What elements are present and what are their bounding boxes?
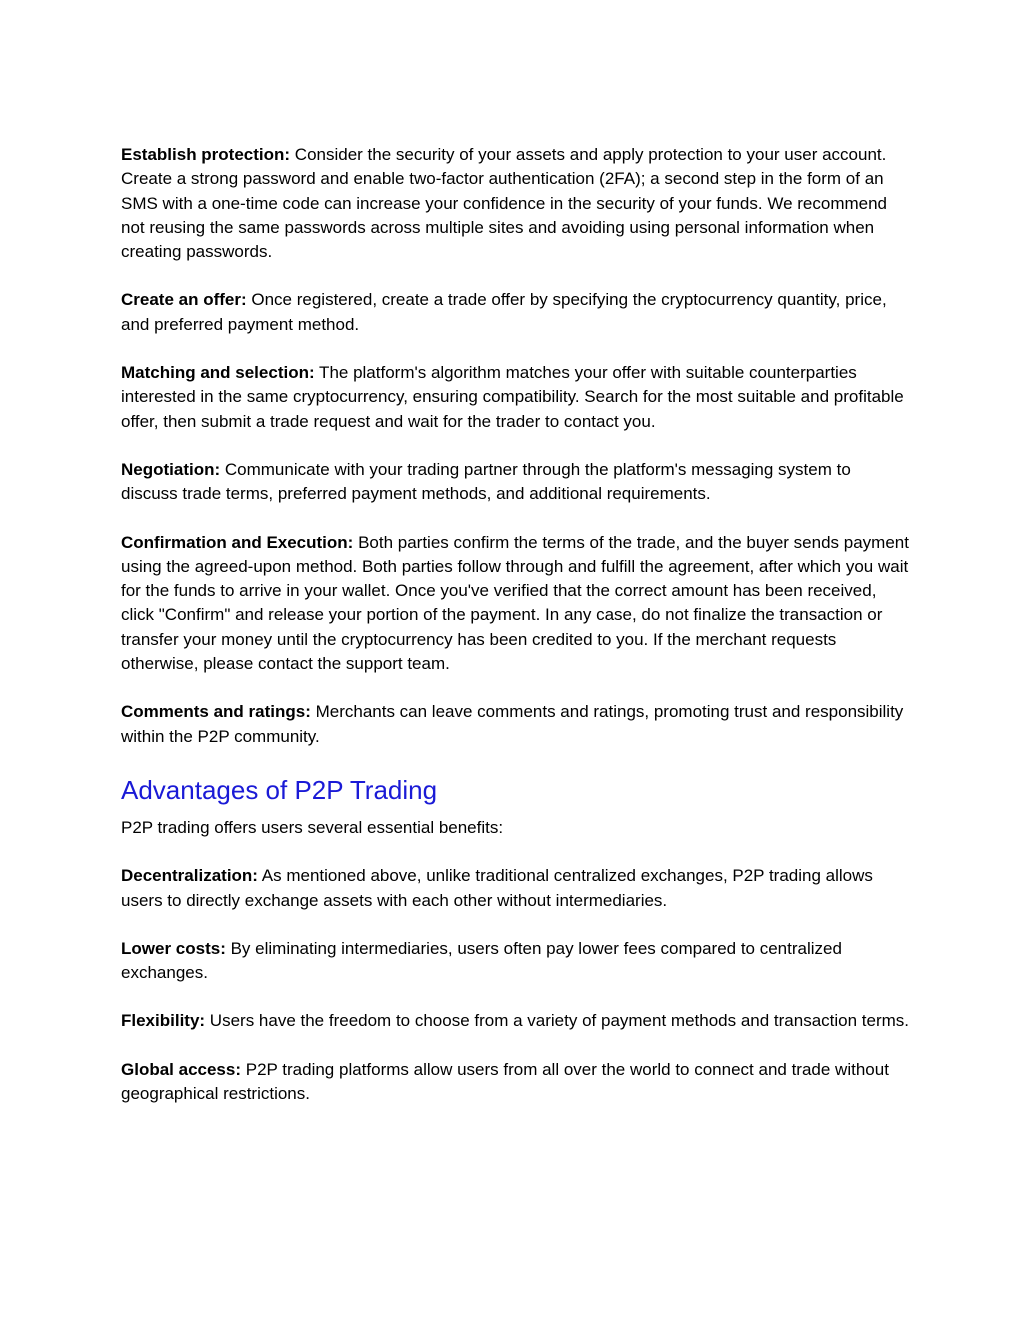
advantage-text: P2P trading platforms allow users from all over the world to connect and trade without geographical restrictions.	[121, 1059, 889, 1104]
advantage-text: By eliminating intermediaries, users often pay lower fees compared to centralized exchanges.	[121, 938, 842, 983]
advantages-heading: Advantages of P2P Trading	[121, 774, 438, 805]
step-comments-ratings	[121, 700, 911, 749]
document-page	[121, 143, 911, 1130]
advantage-flexibility	[121, 1009, 911, 1033]
advantage-term: Decentralization:	[121, 866, 258, 886]
advantage-term: Lower costs:	[121, 938, 226, 958]
step-term: Create an offer:	[121, 290, 247, 310]
advantage-decentralization	[121, 864, 911, 913]
advantage-text: As mentioned above, unlike traditional centralized exchanges, P2P trading allows users to directly exchange assets with each other without intermediaries.	[121, 866, 873, 910]
advantage-lower-costs	[121, 937, 911, 986]
step-text: Communicate with your trading partner through the platform's messaging system to discuss trade terms, preferred payment methods, and additional requirements.	[121, 459, 851, 504]
step-create-offer	[121, 288, 911, 337]
step-term: Establish protection:	[121, 145, 291, 164]
step-confirmation-execution	[121, 531, 911, 677]
step-text: Merchants can leave comments and ratings, promoting trust and responsibility within the P2P community.	[121, 702, 904, 746]
step-term: Matching and selection:	[121, 363, 315, 383]
advantage-term: Global access:	[121, 1059, 242, 1079]
advantage-term: Flexibility:	[121, 1011, 206, 1031]
step-text: Both parties confirm the terms of the trade, and the buyer sends payment using the agreed-upon method. Both parties follow through and fulfill the agreement, after which you wait for the funds to arrive in your wallet. Once you've verified that the correct amount has been received, click "Confirm" and release your portion of the payment. In any case, do not finalize the transaction or transfer your money until the cryptocurrency has been credited to you. If the merchant requests otherwise, please contact the support team.	[121, 532, 909, 674]
step-text: The platform's algorithm matches your offer with suitable counterparties interested in the same cryptocurrency, ensuring compatibility. Search for the most suitable and profitable offer, then submit a trade request and wait for the trader to contact you.	[121, 363, 904, 431]
step-term: Negotiation:	[121, 459, 221, 479]
step-text: Once registered, create a trade offer by specifying the cryptocurrency quantity, price, and preferred payment method.	[121, 290, 887, 334]
step-negotiation	[121, 458, 911, 507]
step-establish-protection	[121, 143, 911, 264]
step-text: Consider the security of your assets and apply protection to your user account. Create a strong password and enable two-factor authentication (2FA); a second step in the form of an SMS with a one-time code can increase your confidence in the security of your funds. We recommend not reusing the same passwords across multiple sites and avoiding using personal information when creating passwords.	[121, 145, 888, 262]
advantage-global-access	[121, 1058, 911, 1107]
step-term: Comments and ratings:	[121, 702, 311, 722]
advantage-text: Users have the freedom to choose from a variety of payment methods and transaction terms.	[205, 1011, 910, 1031]
step-term: Confirmation and Execution:	[121, 532, 354, 552]
step-matching-selection	[121, 361, 911, 434]
advantages-intro: P2P trading offers users several essential benefits:	[121, 817, 504, 837]
